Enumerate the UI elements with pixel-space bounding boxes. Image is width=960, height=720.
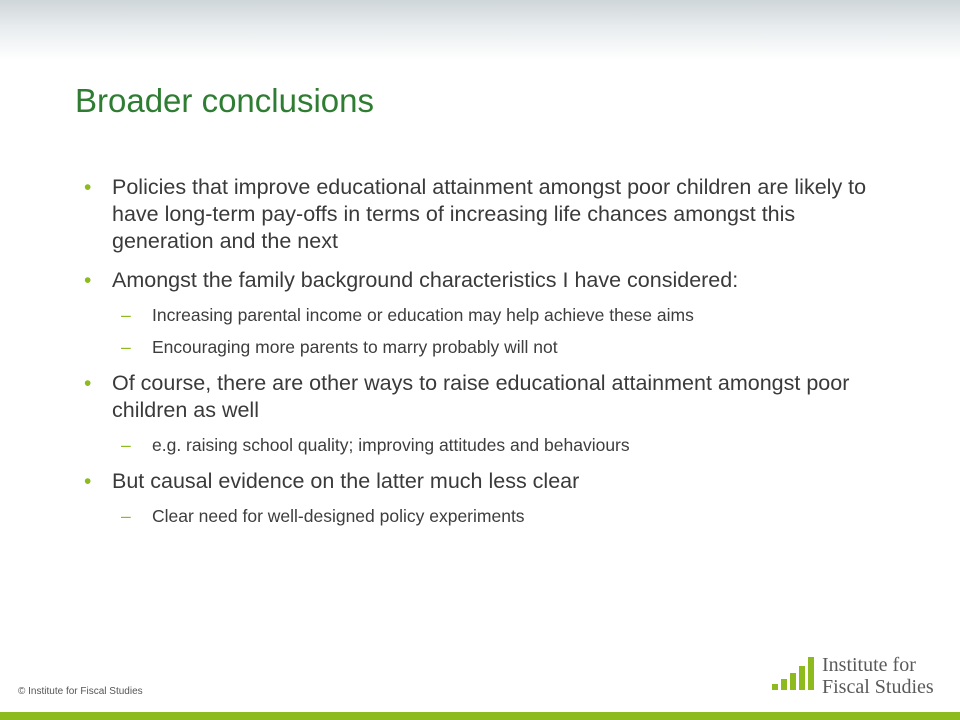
logo-bar — [781, 679, 787, 690]
bullet-item — [84, 468, 874, 495]
sub-bullet-marker: – — [121, 506, 131, 526]
bullet-text: But causal evidence on the latter much less clear — [112, 469, 580, 493]
bullet-text: Of course, there are other ways to raise educational attainment amongst poor children as well — [112, 371, 850, 422]
bullet-item — [84, 267, 874, 294]
bar-chart-logo-icon — [772, 652, 816, 690]
sub-bullet-marker: – — [121, 337, 131, 357]
bullet-text: Policies that improve educational attainment amongst poor children are likely to have long-term pay-offs in terms of increasing life chances amongst this generation and the next — [112, 175, 867, 253]
copyright-notice: © Institute for Fiscal Studies — [18, 686, 143, 697]
logo-bar — [808, 657, 814, 690]
sub-bullet-marker: – — [121, 435, 131, 455]
bullet-text: Amongst the family background characteristics I have considered: — [112, 268, 739, 292]
bullet-item — [84, 370, 874, 424]
sub-bullet-item — [84, 304, 874, 326]
bullet-marker: • — [84, 176, 92, 199]
slide-title: Broader conclusions — [75, 82, 374, 119]
logo-line-2: Fiscal Studies — [822, 676, 934, 698]
bullet-marker: • — [84, 269, 92, 292]
sub-bullet-item — [84, 505, 874, 527]
bullet-marker: • — [84, 470, 92, 493]
logo-bar — [799, 666, 805, 690]
sub-bullet-text: e.g. raising school quality; improving attitudes and behaviours — [152, 435, 630, 455]
sub-bullet-item — [84, 434, 874, 456]
bullet-marker: • — [84, 372, 92, 395]
sub-bullet-text: Clear need for well-designed policy experiments — [152, 506, 525, 526]
slide-content — [84, 174, 874, 539]
logo-wordmark — [822, 654, 934, 698]
logo-bar — [772, 684, 778, 690]
sub-bullet-text: Increasing parental income or education may help achieve these aims — [152, 305, 694, 325]
sub-bullet-text: Encouraging more parents to marry probably will not — [152, 337, 558, 357]
logo-line-1: Institute for — [822, 654, 916, 676]
header-gradient — [0, 0, 960, 60]
sub-bullet-marker: – — [121, 305, 131, 325]
sub-bullet-item — [84, 336, 874, 358]
footer-accent-bar — [0, 712, 960, 720]
logo-bar — [790, 673, 796, 690]
bullet-item — [84, 174, 874, 255]
ifs-logo — [772, 652, 942, 708]
